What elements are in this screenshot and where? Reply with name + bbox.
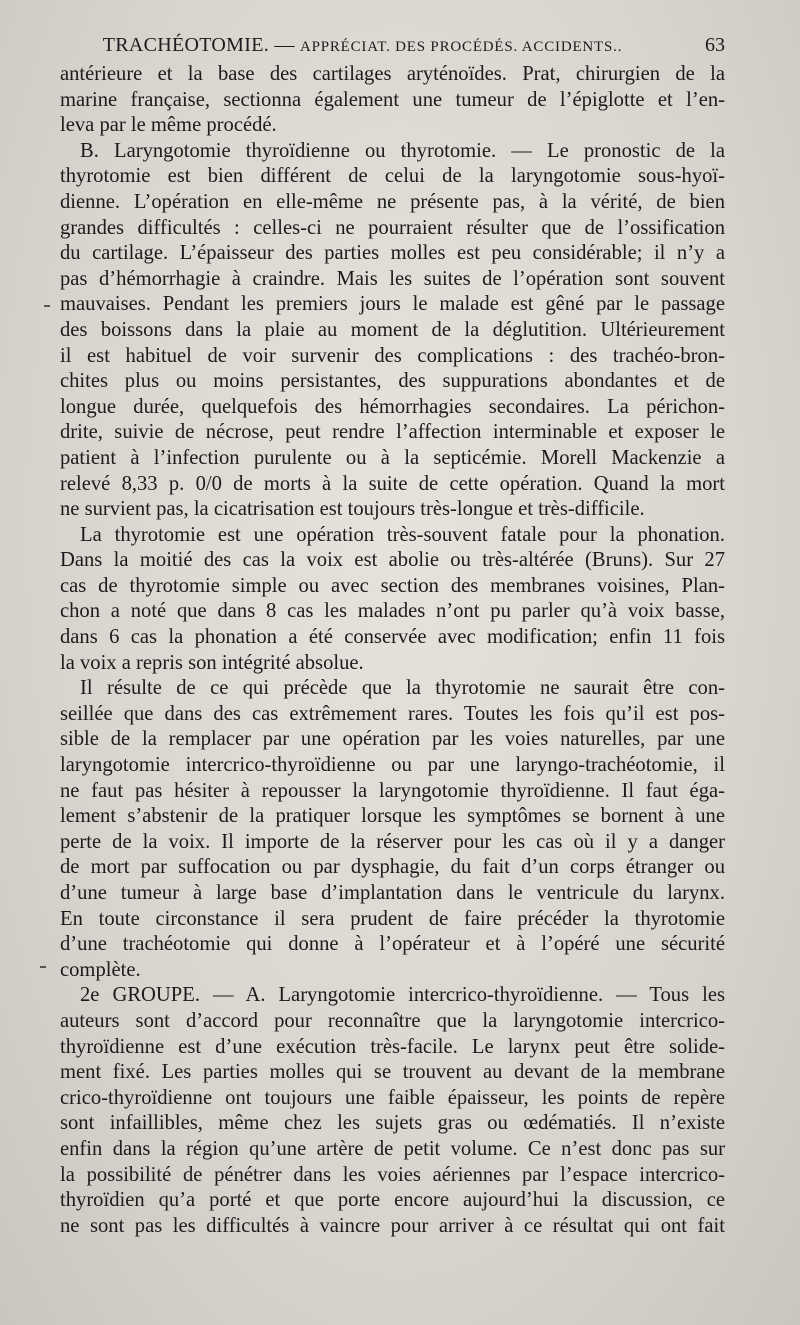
running-title xyxy=(60,28,665,64)
text-line: B. Laryngotomie thyroïdienne ou thyrotomie. — Le pronostic de la xyxy=(80,139,725,162)
page-number: 63 xyxy=(705,34,725,56)
text-line: complète. xyxy=(60,958,141,981)
text-line: thyroïdien qu’a porté et que porte encore aujourd’hui la discussion, ce xyxy=(60,1189,725,1212)
text-line: En toute circonstance il sera prudent de faire précéder la thyrotomie xyxy=(60,907,725,930)
text-line: longue durée, quelquefois des hémorrhagies secondaires. La périchon- xyxy=(60,395,725,418)
text-line: dienne. L’opération en elle-même ne présente pas, à la vérité, de bien xyxy=(60,190,725,213)
text-line: mauvaises. Pendant les premiers jours le malade est gêné par le passage xyxy=(60,293,725,316)
text-line: pas d’hémorrhagie à craindre. Mais les suites de l’opération sont souvent xyxy=(60,267,725,290)
text-line: auteurs sont d’accord pour reconnaître que la laryngotomie intercrico- xyxy=(60,1009,725,1032)
text-line: ne survient pas, la cicatrisation est toujours très-longue et très-difficile. xyxy=(60,498,645,521)
header-title: TRACHÉOTOMIE. — xyxy=(102,34,295,56)
text-line: des boissons dans la plaie au moment de la déglutition. Ultérieurement xyxy=(60,318,725,341)
text-line: leva par le même procédé. xyxy=(60,114,277,137)
text-line: d’une tumeur à large base d’implantation dans le ventricule du larynx. xyxy=(60,882,725,904)
text-line: seillée que dans des cas extrêmement rares. Toutes les fois qu’il est pos- xyxy=(60,702,725,725)
text-line: de mort par suffocation ou par dysphagie, du fait d’un corps étranger ou xyxy=(60,856,725,879)
text-line: patient à l’infection purulente ou à la septicémie. Morell Mackenzie a xyxy=(60,446,725,469)
text-line: crico-thyroïdienne ont toujours une faible épaisseur, les points de repère xyxy=(60,1086,725,1109)
text-line: thyroïdienne est d’une exécution très-facile. Le larynx peut être solide- xyxy=(60,1035,725,1058)
text-line: il est habituel de voir survenir des complications : des trachéo-bron- xyxy=(60,344,725,367)
running-header xyxy=(60,28,725,62)
text-line: antérieure et la base des cartilages aryténoïdes. Prat, chirurgien de la xyxy=(60,63,725,85)
text-line: enfin dans la région qu’une artère de petit volume. Ce n’est donc pas sur xyxy=(60,1137,725,1160)
text-line: thyrotomie est bien différent de celui de la laryngotomie sous-hyoï- xyxy=(60,165,725,188)
margin-mark xyxy=(40,966,46,968)
text-line: marine française, sectionna également une tumeur de l’épiglotte et l’en- xyxy=(60,88,725,111)
text-line: La thyrotomie est une opération très-souvent fatale pour la phonation. xyxy=(80,523,725,546)
text-line: la possibilité de pénétrer dans les voies aériennes par l’espace intercrico- xyxy=(60,1163,725,1186)
text-line: sible de la remplacer par une opération par les voies naturelles, par une xyxy=(60,728,725,751)
text-line: chites plus ou moins persistantes, des suppurations abondantes et de xyxy=(60,370,725,393)
text-line: du cartilage. L’épaisseur des parties molles est peu considérable; il n’y a xyxy=(60,242,725,265)
text-line: relevé 8,33 p. 0/0 de morts à la suite de cette opération. Quand la mort xyxy=(60,472,725,495)
text-line: sont infaillibles, même chez les sujets gras ou œdématiés. Il n’existe xyxy=(60,1112,725,1135)
text-line: perte de la voix. Il importe de la réserver pour les cas où il y a danger xyxy=(60,830,725,853)
text-line: Il résulte de ce qui précède que la thyrotomie ne saurait être con- xyxy=(80,677,725,700)
text-line: Dans la moitié des cas la voix est abolie ou très-altérée (Bruns). Sur 27 xyxy=(60,549,725,572)
text-line: drite, suivie de nécrose, peut rendre l’affection interminable et exposer le xyxy=(60,421,725,444)
text-line: ne faut pas hésiter à repousser la laryngotomie thyroïdienne. Il faut éga- xyxy=(60,779,725,802)
margin-mark xyxy=(44,305,50,307)
text-line: grandes difficultés : celles-ci ne pourraient résulter que de l’ossification xyxy=(60,216,725,239)
text-line: ne sont pas les difficultés à vaincre pour arriver à ce résultat qui ont fait xyxy=(60,1214,725,1237)
text-line: ment fixé. Les parties molles qui se trouvent au devant de la membrane xyxy=(60,1061,725,1084)
text-line: d’une trachéotomie qui donne à l’opérateur et à l’opéré une sécurité xyxy=(60,933,725,956)
header-subtitle: APPRÉCIAT. DES PROCÉDÉS. ACCIDENTS.. xyxy=(299,39,623,55)
text-line: laryngotomie intercrico-thyroïdienne ou par une laryngo-trachéotomie, il xyxy=(60,754,725,777)
text-line: la voix a repris son intégrité absolue. xyxy=(60,651,364,674)
page-body xyxy=(60,62,725,1239)
text-line: chon a noté que dans 8 cas les malades n’ont pu parler qu’à voix basse, xyxy=(60,600,725,623)
text-line: dans 6 cas la phonation a été conservée avec modification; enfin 11 fois xyxy=(60,626,725,649)
text-line: lement s’abstenir de la pratiquer lorsque les symptômes se bornent à une xyxy=(60,805,725,828)
text-line: 2e GROUPE. — A. Laryngotomie intercrico-thyroïdienne. — Tous les xyxy=(80,984,725,1007)
text-line: cas de thyrotomie simple ou avec section des membranes voisines, Plan- xyxy=(60,574,725,597)
